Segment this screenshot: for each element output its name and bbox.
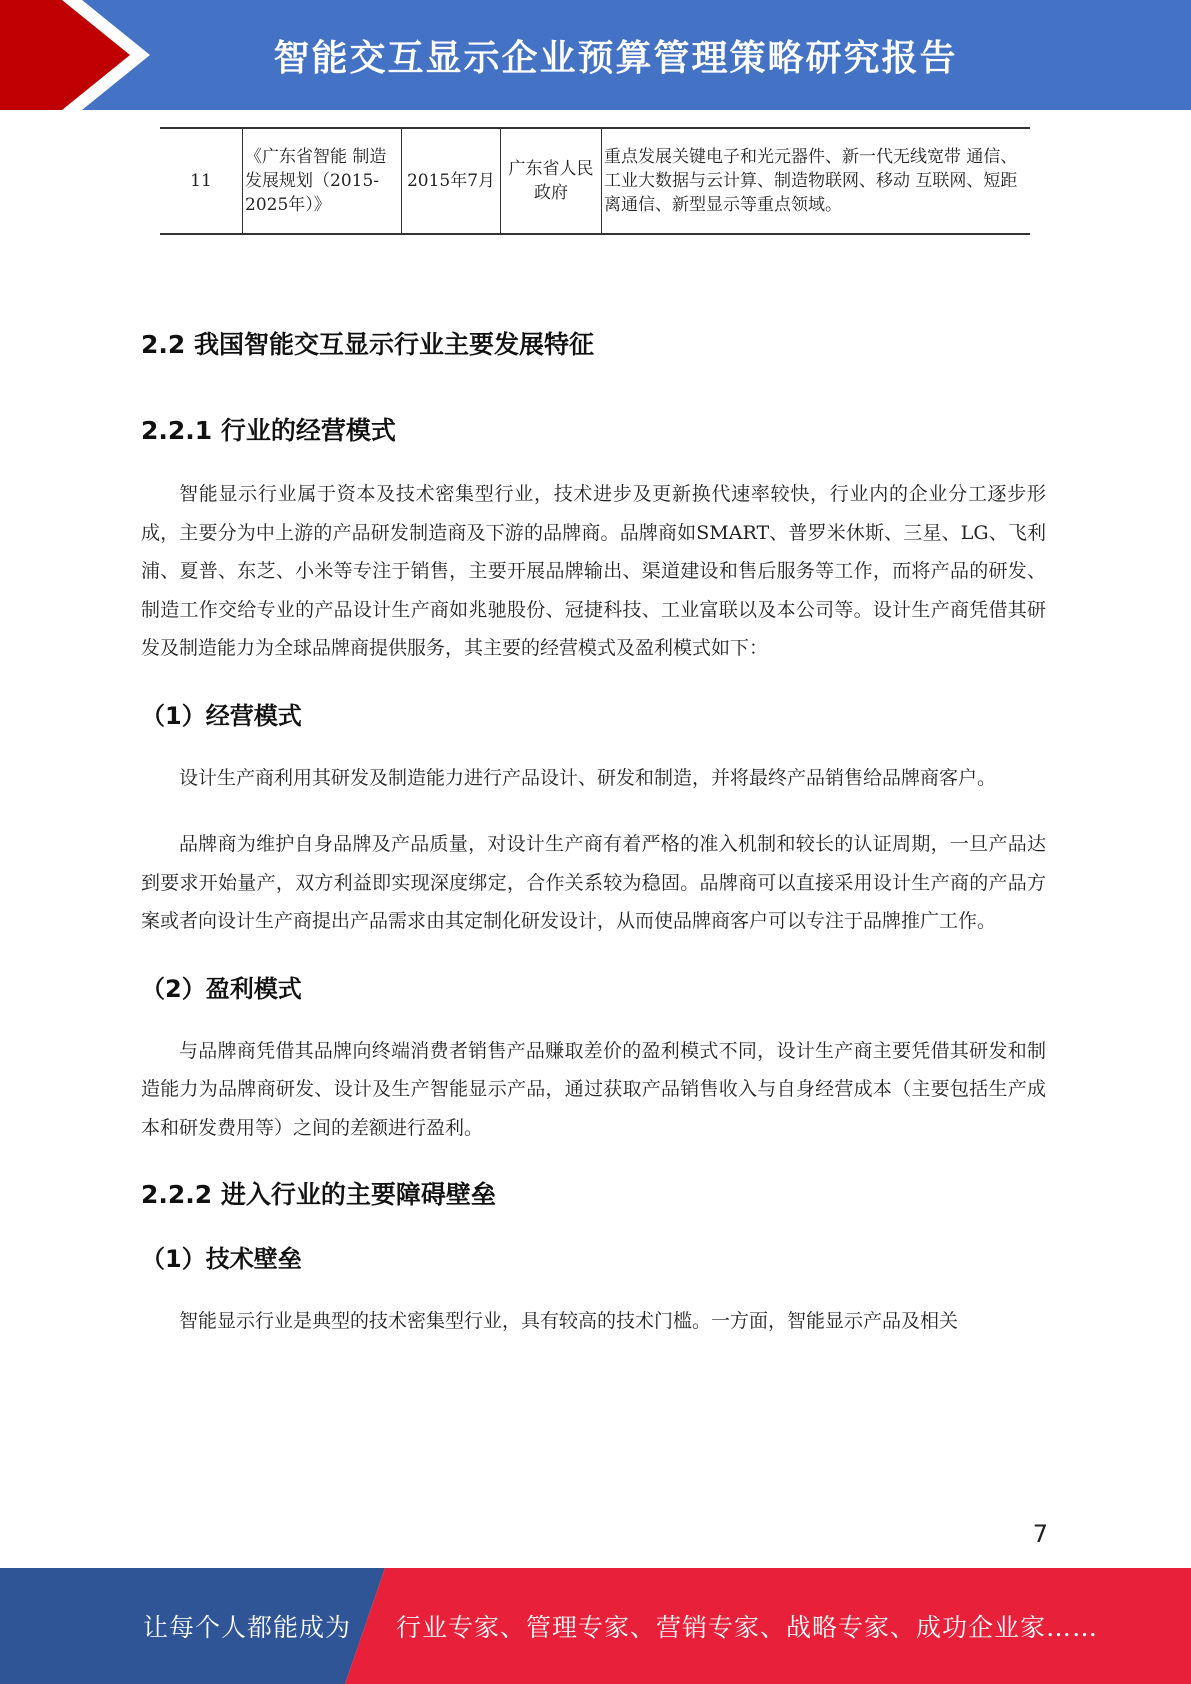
paragraph-intro: 智能显示行业属于资本及技术密集型行业，技术进步及更新换代速率较快，行业内的企业分工逐步形成，主要分为中上游的产品研发制造商及下游的品牌商。品牌商如SMART、普罗米休斯、三星、LG、飞利浦、夏普、东芝、小米等专注于销售，主要开展品牌输出、渠道建设和售后服务等工作，而将产品的研发、制造工作交给专业的产品设计生产商如兆驰股份、冠捷科技、工业富联以及本公司等。设计生产商凭借其研发及制造能力为全球品牌商提供服务，其主要的经营模式及盈利模式如下： — [141, 483, 1046, 659]
policy-table — [160, 127, 1030, 235]
subsection-heading-entry-barriers: 2.2.2 进入行业的主要障碍壁垒 — [141, 1180, 496, 1209]
arrow-icon — [0, 0, 160, 110]
footer-slogan-left: 让每个人都能成为 — [143, 1613, 352, 1642]
heading-operating-mode: （1）经营模式 — [141, 701, 302, 730]
cell-number: 11 — [160, 128, 243, 234]
main-content — [141, 325, 1046, 1369]
header-banner — [0, 0, 1191, 110]
heading-tech-barrier: （1）技术壁垒 — [141, 1245, 302, 1273]
cell-content: 重点发展关键电子和光元器件、新一代无线宽带 通信、工业大数据与云计算、制造物联网、移动 互联网、短距离通信、新型显示等重点领域。 — [602, 128, 1031, 234]
paragraph-operating-mode-2: 品牌商为维护自身品牌及产品质量，对设计生产商有着严格的准入机制和较长的认证周期，一旦产品达到要求开始量产，双方利益即实现深度绑定，合作关系较为稳固。品牌商可以直接采用设计生产商的产品方案或者向设计生产商提出产品需求由其定制化研发设计，从而使品牌商客户可以专注于品牌推广工作。 — [141, 833, 1046, 932]
paragraph-tech-barrier: 智能显示行业是典型的技术密集型行业，具有较高的技术门槛。一方面，智能显示产品及相关 — [179, 1310, 959, 1332]
heading-profit-mode: （2）盈利模式 — [141, 974, 302, 1003]
footer-slogan-right: 行业专家、管理专家、营销专家、战略专家、成功企业家…… — [396, 1613, 1099, 1642]
cell-policy-name: 《广东省智能 制造发展规划（2015-2025年）》 — [243, 128, 402, 234]
cell-date: 2015年7月 — [402, 128, 501, 234]
paragraph-profit-mode: 与品牌商凭借其品牌向终端消费者销售产品赚取差价的盈利模式不同，设计生产商主要凭借其研发和制造能力为品牌商研发、设计及生产智能显示产品，通过获取产品销售收入与自身经营成本（主要包括生产成本和研发费用等）之间的差额进行盈利。 — [141, 1039, 1046, 1139]
footer-banner — [0, 1568, 1191, 1684]
cell-organization: 广东省人民政府 — [501, 128, 602, 234]
page-number: 7 — [1032, 1520, 1048, 1548]
table-row — [160, 128, 1030, 234]
report-title: 智能交互显示企业预算管理策略研究报告 — [273, 37, 958, 79]
section-heading: 2.2 我国智能交互显示行业主要发展特征 — [141, 330, 594, 359]
subsection-heading-business-model: 2.2.1 行业的经营模式 — [141, 416, 396, 445]
paragraph-operating-mode-1: 设计生产商利用其研发及制造能力进行产品设计、研发和制造，并将最终产品销售给品牌商客户。 — [179, 766, 997, 789]
